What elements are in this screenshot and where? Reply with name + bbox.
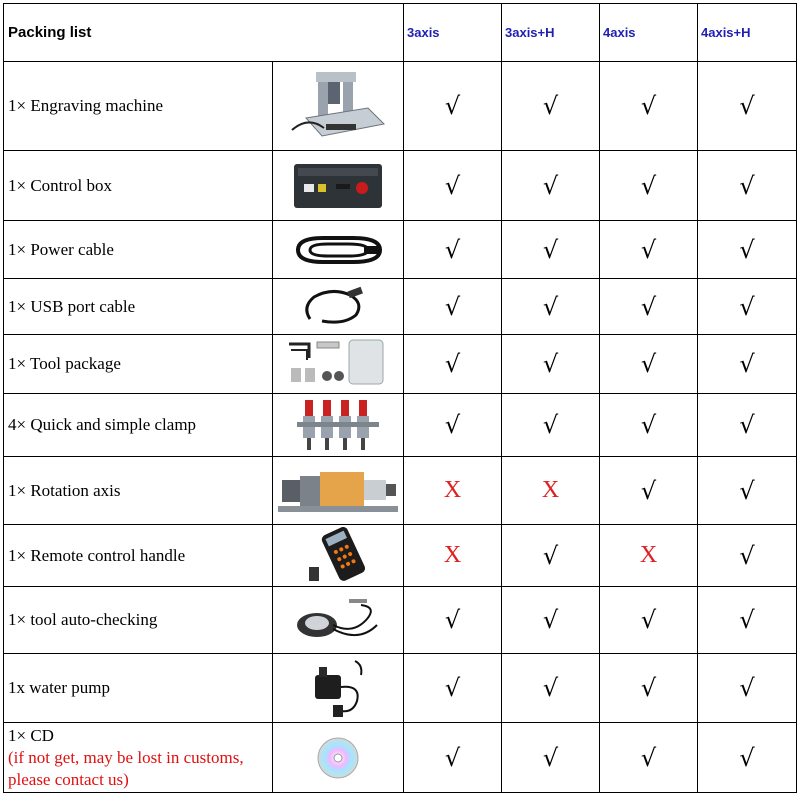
included-mark-3axis-h: √: [502, 587, 600, 654]
included-mark-3axis: √: [404, 279, 502, 335]
tool-package-icon: [273, 338, 403, 390]
item-name-cell: [4, 525, 273, 587]
item-row: [4, 587, 797, 654]
item-picture-cell: [273, 221, 404, 279]
variant-header-3axis: 3axis: [404, 4, 502, 62]
item-name: 1× Control box: [8, 175, 113, 195]
item-name-cell: [4, 654, 273, 723]
item-row: [4, 654, 797, 723]
included-mark-3axis-h: √: [502, 394, 600, 457]
rotation-axis-icon: [273, 462, 403, 520]
included-mark-4axis: √: [600, 221, 698, 279]
item-name: 1× CD: [8, 725, 54, 745]
tool-sensor-icon: [273, 595, 403, 645]
included-mark-4axis: √: [600, 279, 698, 335]
control-box-icon: [273, 158, 403, 214]
cd-icon: [273, 736, 403, 780]
included-mark-4axis: √: [600, 62, 698, 151]
remote-handle-icon: [273, 527, 403, 585]
included-mark-3axis: √: [404, 587, 502, 654]
included-mark-4axis: √: [600, 151, 698, 221]
item-name-cell: [4, 457, 273, 525]
variant-header-4axis-h: 4axis+H: [698, 4, 797, 62]
included-mark-3axis-h: √: [502, 335, 600, 394]
item-row: [4, 394, 797, 457]
included-mark-3axis-h: √: [502, 279, 600, 335]
item-row: [4, 525, 797, 587]
item-picture-cell: [273, 394, 404, 457]
not-included-mark-4axis: X: [600, 525, 698, 587]
item-name-cell: [4, 335, 273, 394]
included-mark-4axis-h: √: [698, 62, 797, 151]
item-name-cell: [4, 723, 273, 793]
included-mark-3axis: √: [404, 62, 502, 151]
included-mark-4axis: √: [600, 394, 698, 457]
included-mark-4axis-h: √: [698, 457, 797, 525]
included-mark-4axis: √: [600, 457, 698, 525]
packing-list-table: [3, 3, 797, 793]
packing-list-title: Packing list: [4, 4, 404, 62]
included-mark-4axis-h: √: [698, 394, 797, 457]
header-row: [4, 4, 797, 62]
included-mark-3axis: √: [404, 221, 502, 279]
included-mark-4axis-h: √: [698, 279, 797, 335]
included-mark-4axis: √: [600, 587, 698, 654]
included-mark-3axis-h: √: [502, 151, 600, 221]
item-name: 4× Quick and simple clamp: [8, 415, 197, 434]
included-mark-3axis-h: √: [502, 525, 600, 587]
item-name: 1× tool auto-checking: [8, 610, 158, 629]
included-mark-3axis-h: √: [502, 221, 600, 279]
item-note: (if not get, may be lost in customs, please contact us): [8, 747, 244, 789]
included-mark-4axis-h: √: [698, 587, 797, 654]
engraving-machine-icon: [273, 68, 403, 144]
item-picture-cell: [273, 457, 404, 525]
clamp-icon: [273, 398, 403, 452]
not-included-mark-3axis: X: [404, 457, 502, 525]
included-mark-4axis-h: √: [698, 221, 797, 279]
included-mark-4axis-h: √: [698, 335, 797, 394]
item-name-cell: [4, 394, 273, 457]
included-mark-4axis-h: √: [698, 723, 797, 793]
item-picture-cell: [273, 335, 404, 394]
item-name: 1x water pump: [8, 678, 110, 697]
variant-header-4axis: 4axis: [600, 4, 698, 62]
item-picture-cell: [273, 62, 404, 151]
item-picture-cell: [273, 723, 404, 793]
item-row: [4, 221, 797, 279]
item-row: [4, 723, 797, 793]
included-mark-4axis-h: √: [698, 525, 797, 587]
included-mark-3axis: √: [404, 394, 502, 457]
included-mark-3axis: √: [404, 151, 502, 221]
included-mark-4axis-h: √: [698, 151, 797, 221]
item-name-cell: [4, 221, 273, 279]
included-mark-3axis: √: [404, 654, 502, 723]
included-mark-3axis: √: [404, 335, 502, 394]
item-name-cell: [4, 151, 273, 221]
item-name: 1× Remote control handle: [8, 545, 186, 565]
item-row: [4, 457, 797, 525]
included-mark-3axis-h: √: [502, 723, 600, 793]
item-row: [4, 279, 797, 335]
item-name: 1× Engraving machine: [8, 96, 163, 115]
item-name: 1× Power cable: [8, 239, 114, 259]
item-row: [4, 151, 797, 221]
item-row: [4, 335, 797, 394]
included-mark-4axis-h: √: [698, 654, 797, 723]
item-name: 1× Rotation axis: [8, 480, 121, 500]
item-picture-cell: [273, 587, 404, 654]
item-name-cell: [4, 62, 273, 151]
item-name: 1× USB port cable: [8, 296, 136, 316]
item-picture-cell: [273, 525, 404, 587]
included-mark-3axis: √: [404, 723, 502, 793]
included-mark-4axis: √: [600, 654, 698, 723]
usb-cable-icon: [273, 285, 403, 329]
item-row: [4, 62, 797, 151]
item-name: 1× Tool package: [8, 354, 121, 373]
item-name-cell: [4, 279, 273, 335]
item-picture-cell: [273, 151, 404, 221]
item-picture-cell: [273, 279, 404, 335]
not-included-mark-3axis: X: [404, 525, 502, 587]
item-picture-cell: [273, 654, 404, 723]
variant-header-3axis-h: 3axis+H: [502, 4, 600, 62]
included-mark-3axis-h: √: [502, 654, 600, 723]
item-name-cell: [4, 587, 273, 654]
included-mark-3axis-h: √: [502, 62, 600, 151]
not-included-mark-3axis-h: X: [502, 457, 600, 525]
included-mark-4axis: √: [600, 723, 698, 793]
included-mark-4axis: √: [600, 335, 698, 394]
power-cable-icon: [273, 230, 403, 270]
water-pump-icon: [273, 657, 403, 719]
